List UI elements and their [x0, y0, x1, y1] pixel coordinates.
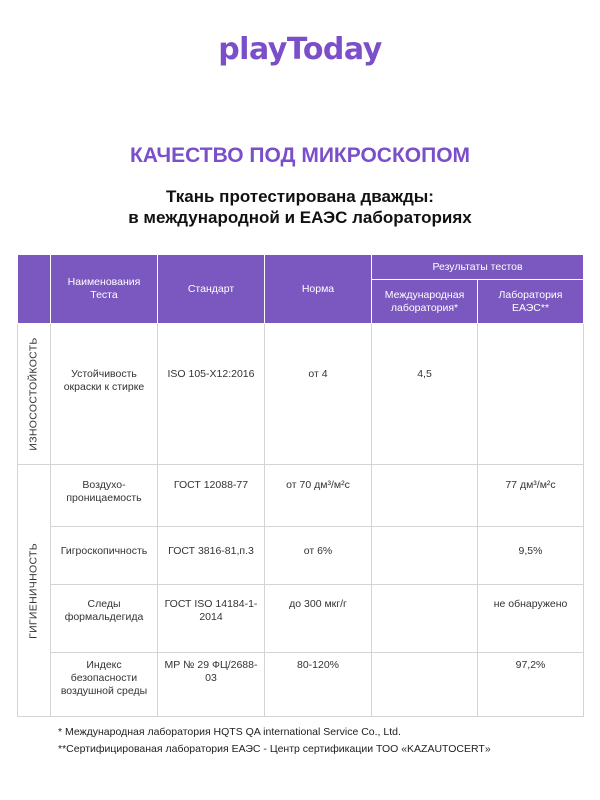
cell-test-name: Устойчивость окраски к стирке: [51, 324, 158, 465]
cell-eaes-result: не обнаружено: [478, 585, 584, 653]
header-standard: Стандарт: [158, 255, 265, 324]
page-subtitle: [0, 186, 600, 228]
cell-eaes-result: 9,5%: [478, 527, 584, 585]
table-row: [18, 465, 584, 527]
cell-standard: ГОСТ ISO 14184-1-2014: [158, 585, 265, 653]
cell-eaes-result: 97,2%: [478, 653, 584, 717]
footnote-intl: * Международная лаборатория HQTS QA international Service Co., Ltd.: [58, 726, 401, 738]
cell-eaes-result: 77 дм³/м²с: [478, 465, 584, 527]
cell-norm: от 6%: [265, 527, 372, 585]
subtitle-line-1: Ткань протестирована дважды:: [166, 187, 434, 206]
subtitle-line-2: в международной и ЕАЭС лабораториях: [128, 208, 472, 227]
header-test-name: Наименования Теста: [51, 255, 158, 324]
cell-standard: ГОСТ 3816-81,п.3: [158, 527, 265, 585]
cell-norm: от 4: [265, 324, 372, 465]
header-group-cell: [18, 255, 51, 324]
cell-standard: ГОСТ 12088-77: [158, 465, 265, 527]
table-row: [18, 527, 584, 585]
cell-norm: от 70 дм³/м²с: [265, 465, 372, 527]
cell-norm: 80-120%: [265, 653, 372, 717]
test-results-table: [17, 254, 584, 717]
cell-test-name: Гигроскопичность: [51, 527, 158, 585]
header-norm: Норма: [265, 255, 372, 324]
cell-test-name: Индекс безопасности воздушной среды: [51, 653, 158, 717]
page-headline: КАЧЕСТВО ПОД МИКРОСКОПОМ: [129, 144, 471, 167]
cell-norm: до 300 мкг/г: [265, 585, 372, 653]
cell-test-name: Следы формальдегида: [51, 585, 158, 653]
table-row: [18, 324, 584, 465]
table-header-row: [18, 255, 584, 280]
cell-intl-result: 4,5: [372, 324, 478, 465]
cell-eaes-result: [478, 324, 584, 465]
cell-intl-result: [372, 527, 478, 585]
cell-intl-result: [372, 585, 478, 653]
header-intl-lab: Международная лаборатория*: [372, 280, 478, 324]
table-row: [18, 653, 584, 717]
footnote-eaes: **Сертифицированая лаборатория ЕАЭС - Центр сертификации ТОО «KAZAUTOCERT»: [58, 743, 491, 755]
group-label-wear: ИЗНОСОСТОЙКОСТЬ: [27, 337, 40, 451]
cell-standard: МР № 29 ФЦ/2688-03: [158, 653, 265, 717]
cell-intl-result: [372, 465, 478, 527]
cell-test-name: Воздухо-проницаемость: [51, 465, 158, 527]
group-label-cell: [18, 465, 51, 717]
header-eaes-lab: Лаборатория ЕАЭС**: [478, 280, 584, 324]
header-results: Результаты тестов: [372, 255, 584, 280]
group-label-cell: [18, 324, 51, 465]
cell-intl-result: [372, 653, 478, 717]
brand-logo: playToday: [218, 32, 382, 67]
group-label-hygiene: ГИГИЕНИЧНОСТЬ: [27, 542, 40, 639]
table-row: [18, 585, 584, 653]
cell-standard: ISO 105-X12:2016: [158, 324, 265, 465]
